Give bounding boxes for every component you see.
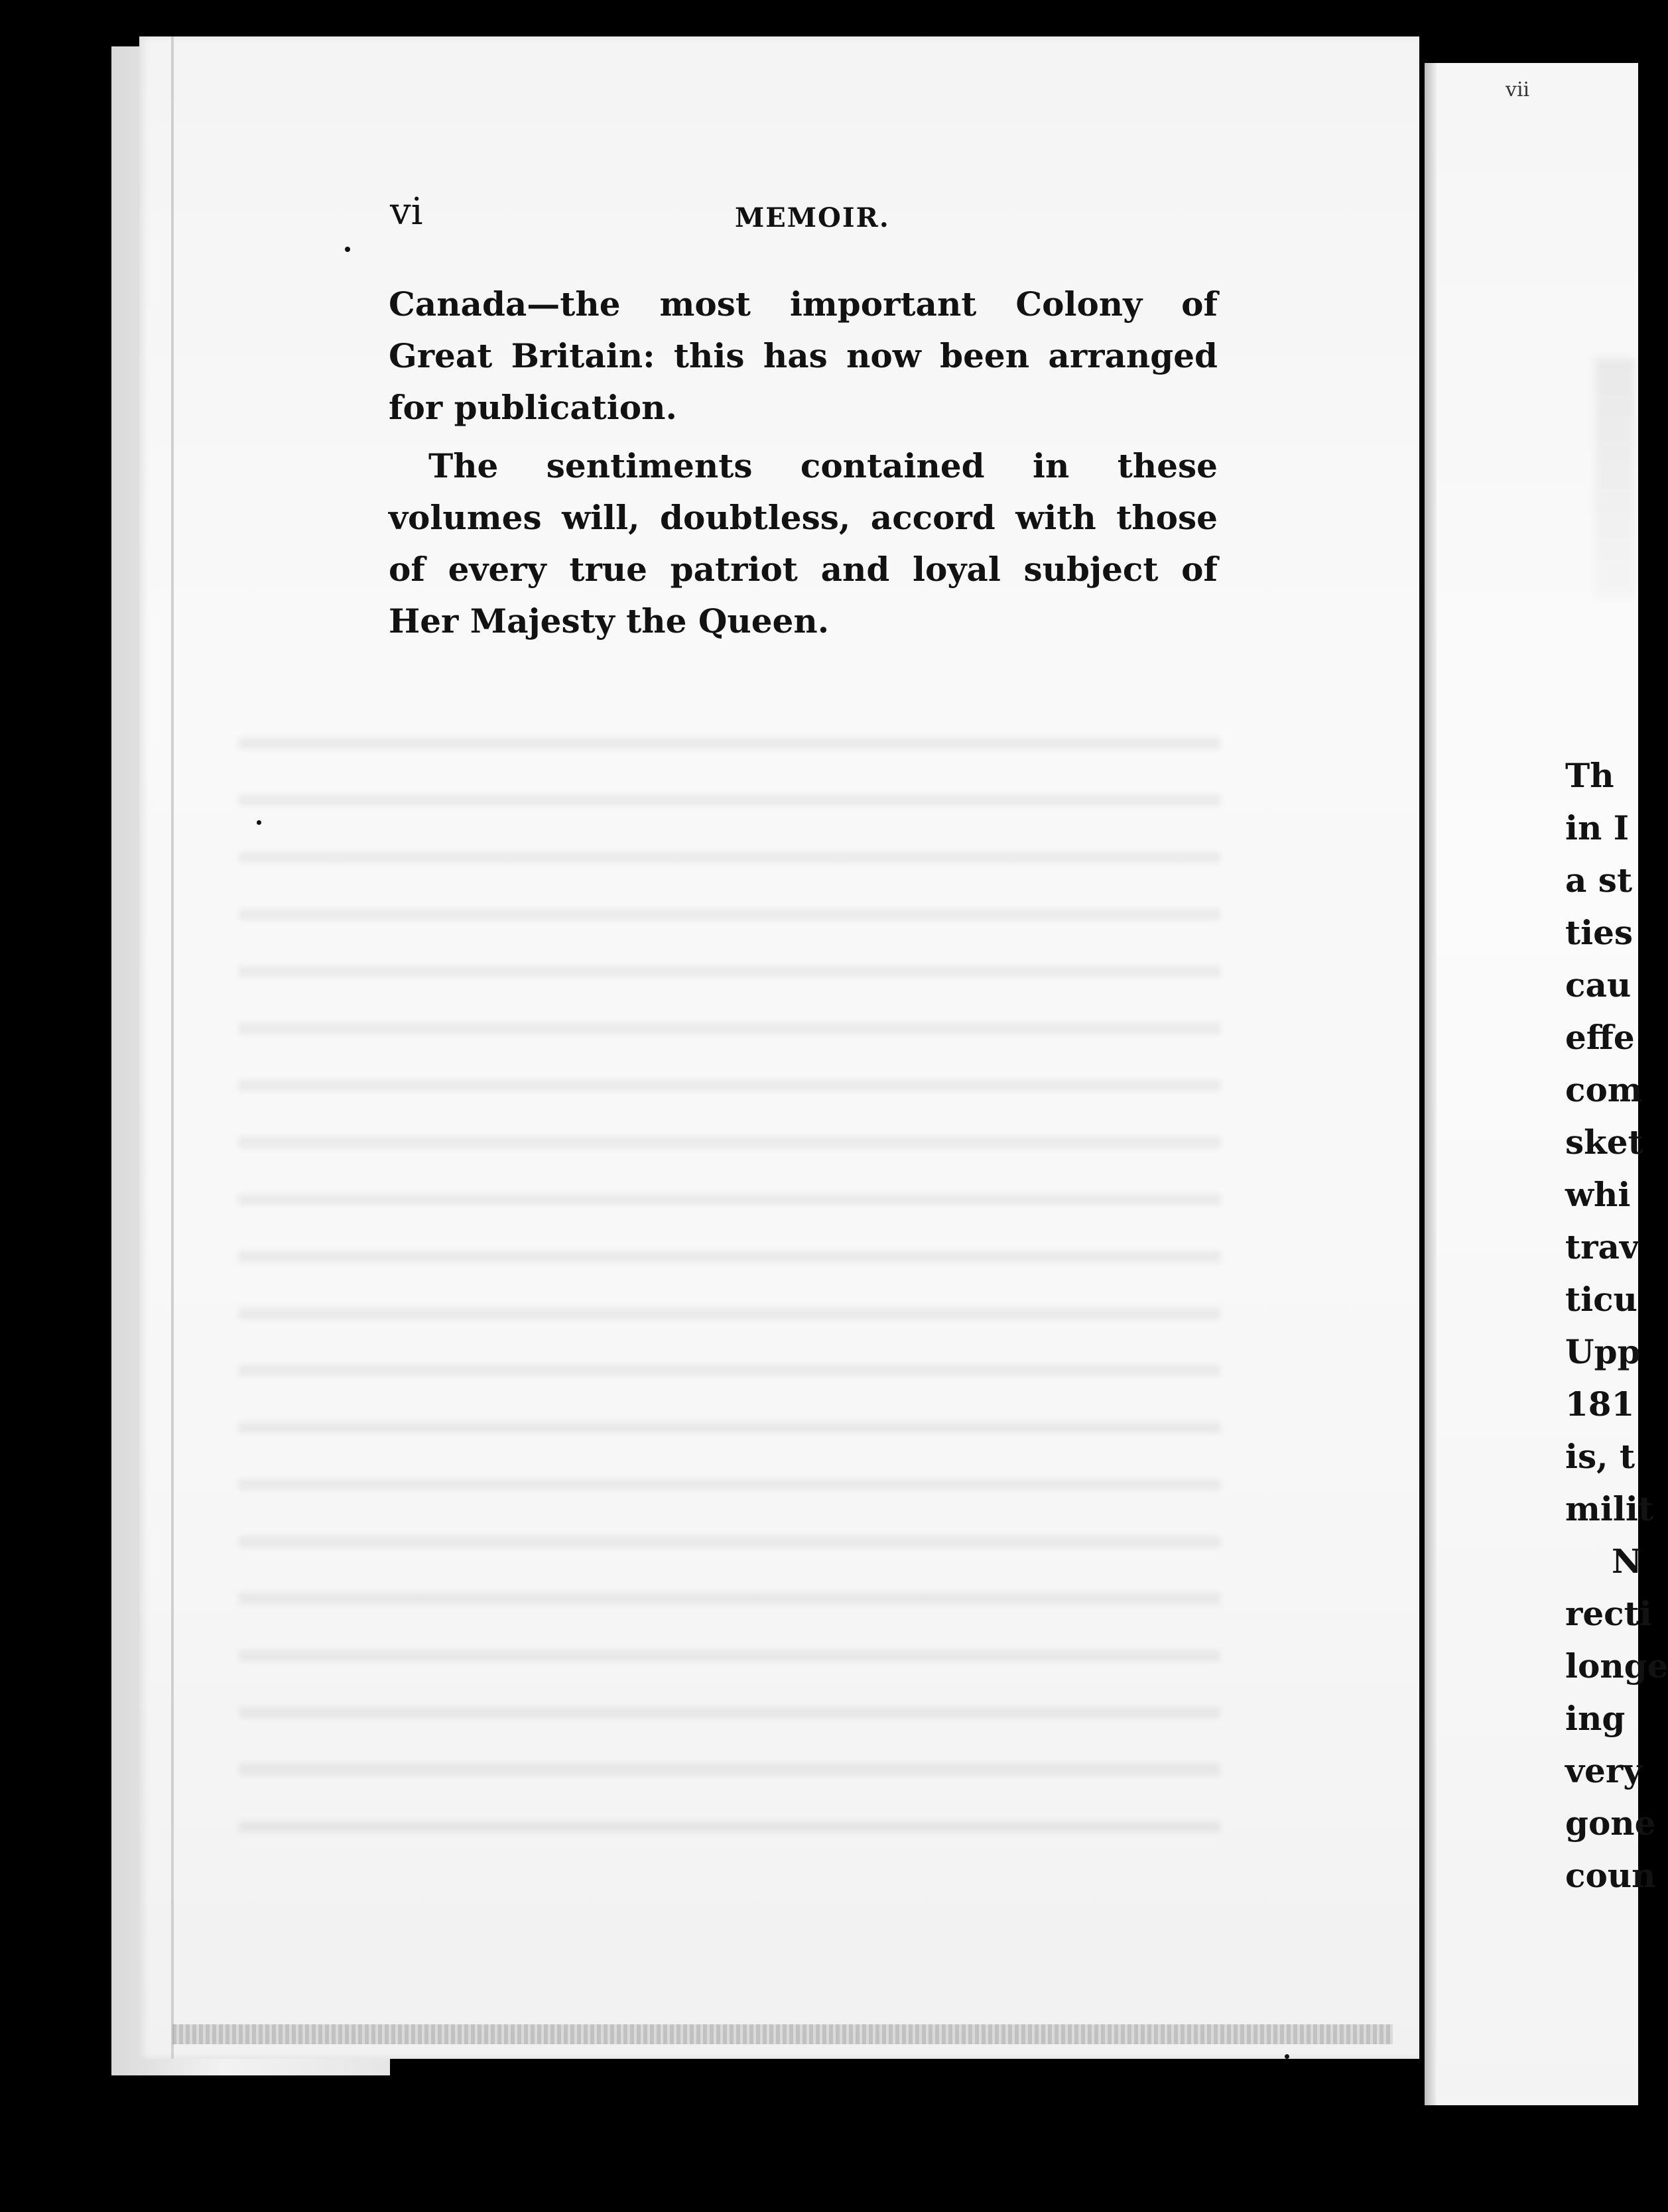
- text-line: ing: [1565, 1699, 1626, 1738]
- right-page-header: vii: [1506, 78, 1530, 101]
- text-line: trav: [1565, 1227, 1639, 1266]
- text-line: 181: [1565, 1384, 1635, 1424]
- text-line: is, t: [1565, 1437, 1636, 1476]
- body-text: [389, 278, 1218, 647]
- text-line: gone: [1565, 1804, 1656, 1843]
- page-fold: [1425, 63, 1437, 2105]
- text-line: a st: [1565, 861, 1633, 900]
- text-line: milit: [1565, 1489, 1653, 1528]
- text-line: longe: [1565, 1646, 1668, 1686]
- text-line: ties: [1565, 913, 1634, 952]
- text-line: com: [1565, 1070, 1643, 1109]
- text-line: Th: [1565, 756, 1614, 795]
- text-line: sket: [1565, 1123, 1643, 1162]
- running-head: MEMOIR.: [735, 202, 890, 233]
- text-line: N: [1612, 1542, 1642, 1581]
- paragraph: The sentiments contained in these volumes will, doubtless, accord with those of every true patriot and loyal subject of Her Majesty the Queen.: [389, 446, 1218, 641]
- text-line: effe: [1565, 1018, 1635, 1057]
- page-bottom-edge: [172, 2024, 1393, 2044]
- text-line: Upp: [1565, 1332, 1641, 1371]
- text-line: very: [1565, 1751, 1643, 1790]
- show-through-text: [1595, 358, 1635, 597]
- ink-speck: [345, 247, 350, 252]
- show-through-text: [239, 703, 1220, 1870]
- paragraph: Canada—the most important Colony of Great Britain: this has now been arranged for publication.: [389, 284, 1218, 427]
- right-page-text: [1565, 749, 1668, 1902]
- text-line: ticu: [1565, 1280, 1637, 1319]
- text-line: recti: [1565, 1594, 1652, 1633]
- ink-speck: [1285, 2054, 1289, 2059]
- text-line: cau: [1565, 965, 1632, 1005]
- text-line: whi: [1565, 1175, 1631, 1214]
- text-line: in I: [1565, 808, 1630, 847]
- text-line: coun: [1565, 1856, 1656, 1895]
- ink-speck: [257, 820, 261, 825]
- page-number: vi: [390, 190, 423, 233]
